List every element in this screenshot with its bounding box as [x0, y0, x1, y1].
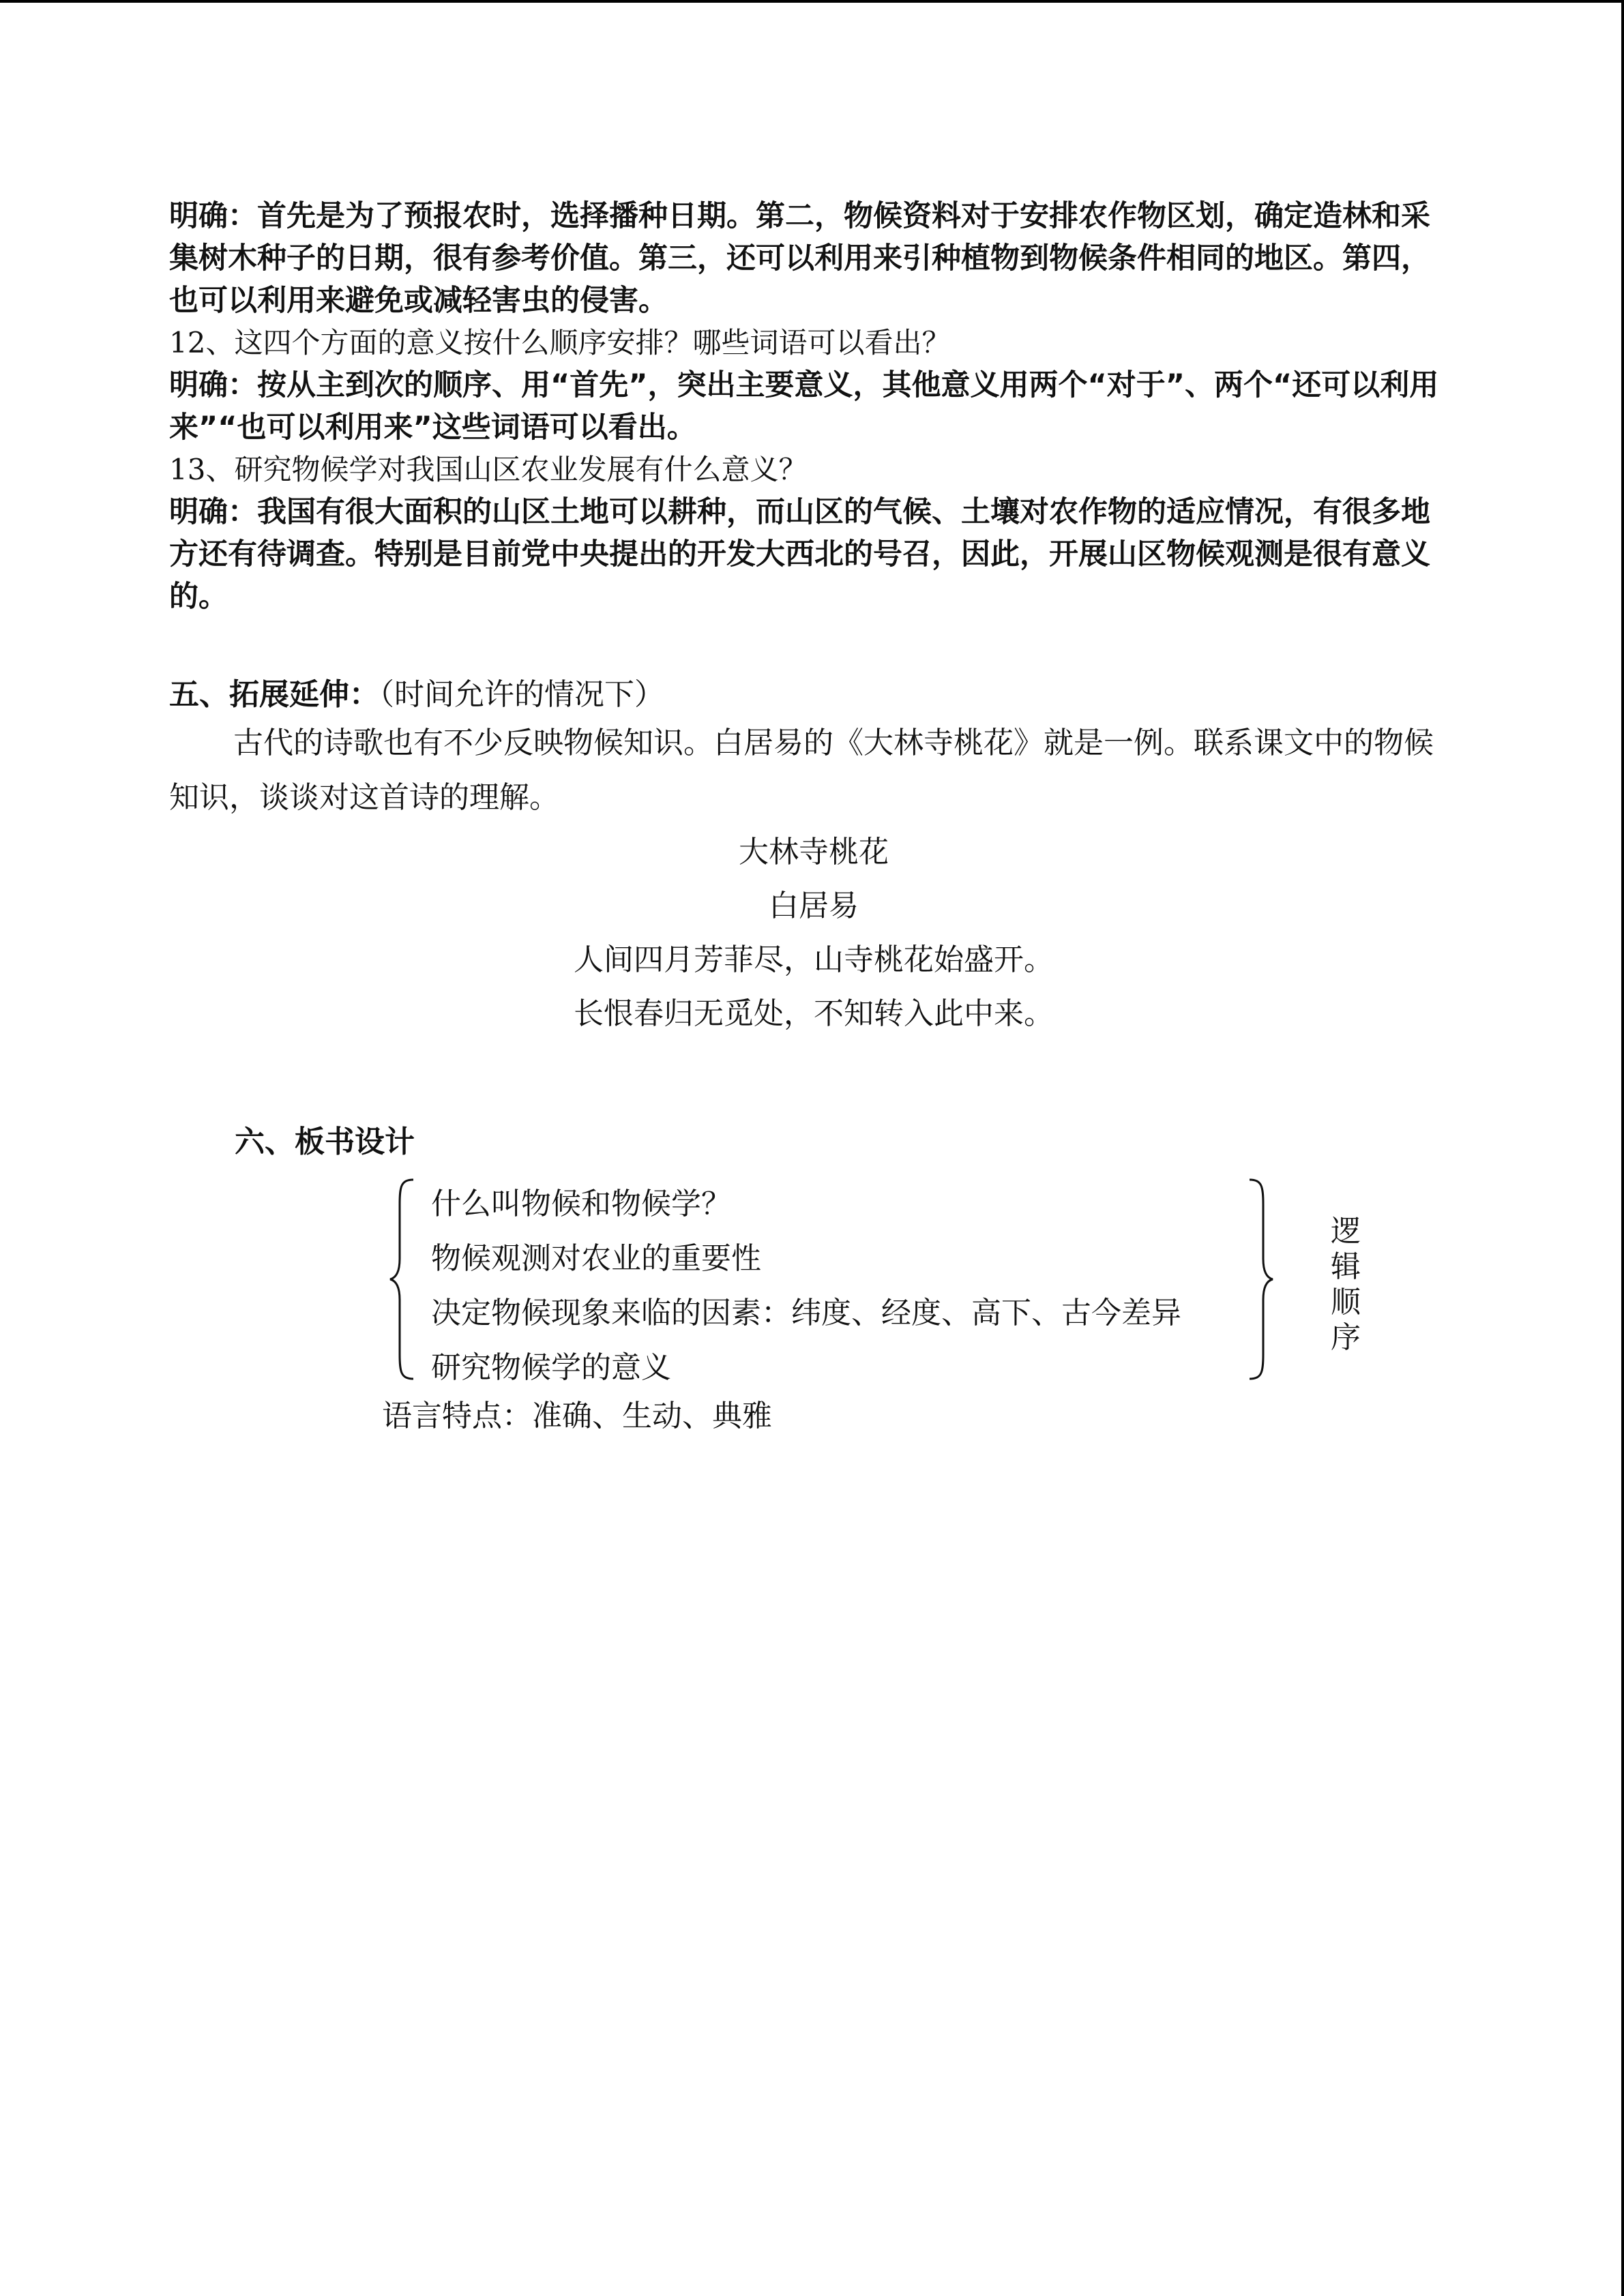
poem-title: 大林寺桃花 — [739, 835, 889, 869]
answer-13: 明确：我国有很大面积的山区土地可以耕种，而山区的气候、土壤对农作物的适应情况，有很多地方还有待调查。特别是目前党中央提出的开发大西北的号召，因此，开展山区物候观测是很有意义的。 — [169, 495, 1430, 614]
logic-order-label — [1329, 1214, 1363, 1356]
poem-line-2: 长恨春归无觅处，不知转入此中来。 — [574, 996, 1054, 1031]
answer-12: 明确：按从主到次的顺序、用“首先”，突出主要意义，其他意义用两个“对于”、两个“还可以利用来”“也可以利用来”这些词语可以看出。 — [169, 368, 1439, 445]
right-brace-icon — [1247, 1177, 1274, 1382]
board-item-4: 研究物候学的意义 — [431, 1350, 671, 1385]
page-border-right — [1621, 0, 1624, 2296]
section-five-note: （时间允许的情况下） — [379, 677, 664, 712]
question-13: 13、研究物候学对我国山区农业发展有什么意义？ — [169, 453, 808, 486]
section-five-paragraph: 古代的诗歌也有不少反映物候知识。白居易的《大林寺桃花》就是一例。联系课文中的物候知识，谈谈对这首诗的理解。 — [169, 726, 1434, 815]
document-body — [169, 195, 1458, 1041]
poem — [169, 825, 1458, 1041]
poem-line-1: 人间四月芳菲尽，山寺桃花始盛开。 — [574, 942, 1054, 977]
question-12: 12、这四个方面的意义按什么顺序安排？哪些词语可以看出？ — [169, 326, 951, 359]
board-item-3: 决定物候现象来临的因素：纬度、经度、高下、古今差异 — [431, 1296, 1181, 1330]
answer-1: 明确：首先是为了预报农时，选择播种日期。第二，物候资料对于安排农作物区划，确定造林和采集树木种子的日期，很有参考价值。第三，还可以利用来引种植物到物候条件相同的地区。第四，也可以利用来避免或减轻害虫的侵害。 — [169, 199, 1430, 318]
logic-order-char-2: 辑 — [1331, 1249, 1361, 1284]
logic-order-char-1: 逻 — [1331, 1214, 1361, 1249]
board-items — [431, 1177, 1181, 1395]
section-six-heading: 六、板书设计 — [235, 1124, 415, 1159]
left-brace-icon — [389, 1177, 416, 1382]
board-design — [382, 1177, 1391, 1402]
section-five-heading: 五、拓展延伸： — [169, 677, 379, 712]
language-features: 语言特点：准确、生动、典雅 — [382, 1399, 772, 1433]
board-item-2: 物候观测对农业的重要性 — [431, 1241, 761, 1276]
board-item-1: 什么叫物候和物候学？ — [431, 1187, 731, 1221]
section-five — [169, 674, 1458, 716]
logic-order-char-4: 序 — [1331, 1320, 1361, 1355]
logic-order-char-3: 顺 — [1331, 1285, 1361, 1320]
poem-author: 白居易 — [769, 889, 859, 923]
page-border-top — [0, 0, 1624, 3]
